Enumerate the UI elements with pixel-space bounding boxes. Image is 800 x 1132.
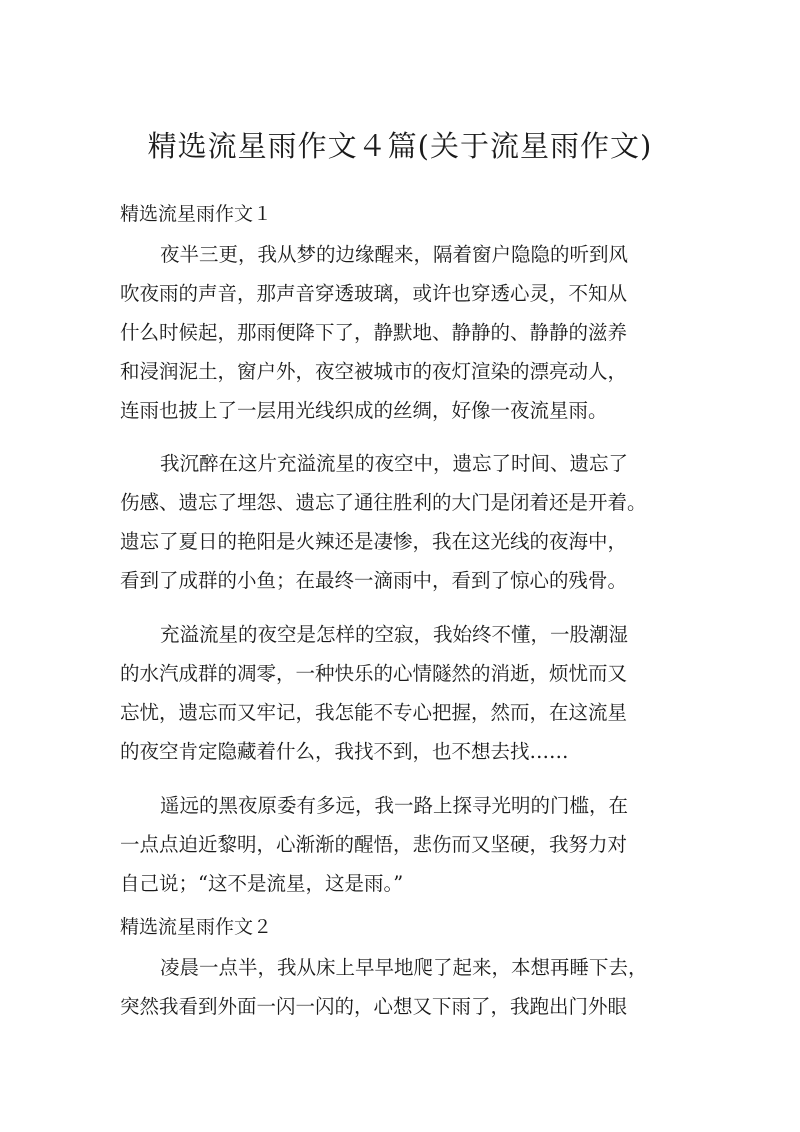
paragraph-line: 遗忘了夏日的艳阳是火辣还是凄惨，我在这光线的夜海中， (120, 530, 628, 553)
paragraph-line: 什么时候起，那雨便降下了，静默地、静静的、静静的滋养 (120, 321, 628, 344)
section-heading-1: 精选流星雨作文１ (120, 203, 273, 225)
document-title: 精选流星雨作文４篇(关于流星雨作文) (147, 129, 653, 163)
paragraph-line: 我沉醉在这片充溢流星的夜空中，遗忘了时间、遗忘了 (160, 452, 629, 475)
paragraph-line: 忘忧，遗忘而又牢记，我怎能不专心把握，然而，在这流星 (120, 701, 628, 724)
paragraph-2 (120, 444, 685, 600)
paragraph-1 (120, 235, 685, 430)
paragraph-line: 充溢流星的夜空是怎样的空寂，我始终不懂，一股潮湿 (160, 623, 629, 646)
paragraph-line: 和浸润泥土，窗户外，夜空被城市的夜灯渲染的漂亮动人， (120, 360, 628, 383)
paragraph-line: 夜半三更，我从梦的边缘醒来，隔着窗户隐隐的听到风 (160, 243, 629, 266)
paragraph-line: 凌晨一点半，我从床上早早地爬了起来，本想再睡下去， (160, 956, 648, 979)
paragraph-line: 吹夜雨的声音，那声音穿透玻璃，或许也穿透心灵，不知从 (120, 282, 628, 305)
paragraph-line: 伤感、遗忘了埋怨、遗忘了通往胜利的大门是闭着还是开着。 (120, 491, 647, 514)
paragraph-line: 自己说；“这不是流星，这是雨。” (120, 872, 404, 895)
paragraph-4 (120, 786, 685, 903)
paragraph-line: 遥远的黑夜原委有多远，我一路上探寻光明的门槛，在 (160, 794, 629, 817)
section-heading-2: 精选流星雨作文２ (120, 916, 273, 938)
paragraph-3 (120, 615, 685, 771)
paragraph-line: 一点点迫近黎明，心渐渐的醒悟，悲伤而又坚硬，我努力对 (120, 833, 628, 856)
paragraph-line: 的夜空肯定隐藏着什么，我找不到，也不想去找…… (120, 740, 569, 763)
paragraph-5 (120, 948, 685, 1026)
paragraph-line: 连雨也披上了一层用光线织成的丝绸，好像一夜流星雨。 (120, 399, 608, 422)
paragraph-line: 看到了成群的小鱼；在最终一滴雨中，看到了惊心的残骨。 (120, 569, 628, 592)
paragraph-line: 突然我看到外面一闪一闪的，心想又下雨了，我跑出门外眼 (120, 995, 628, 1018)
paragraph-line: 的水汽成群的凋零，一种快乐的心情隧然的消逝，烦忧而又 (120, 662, 628, 685)
